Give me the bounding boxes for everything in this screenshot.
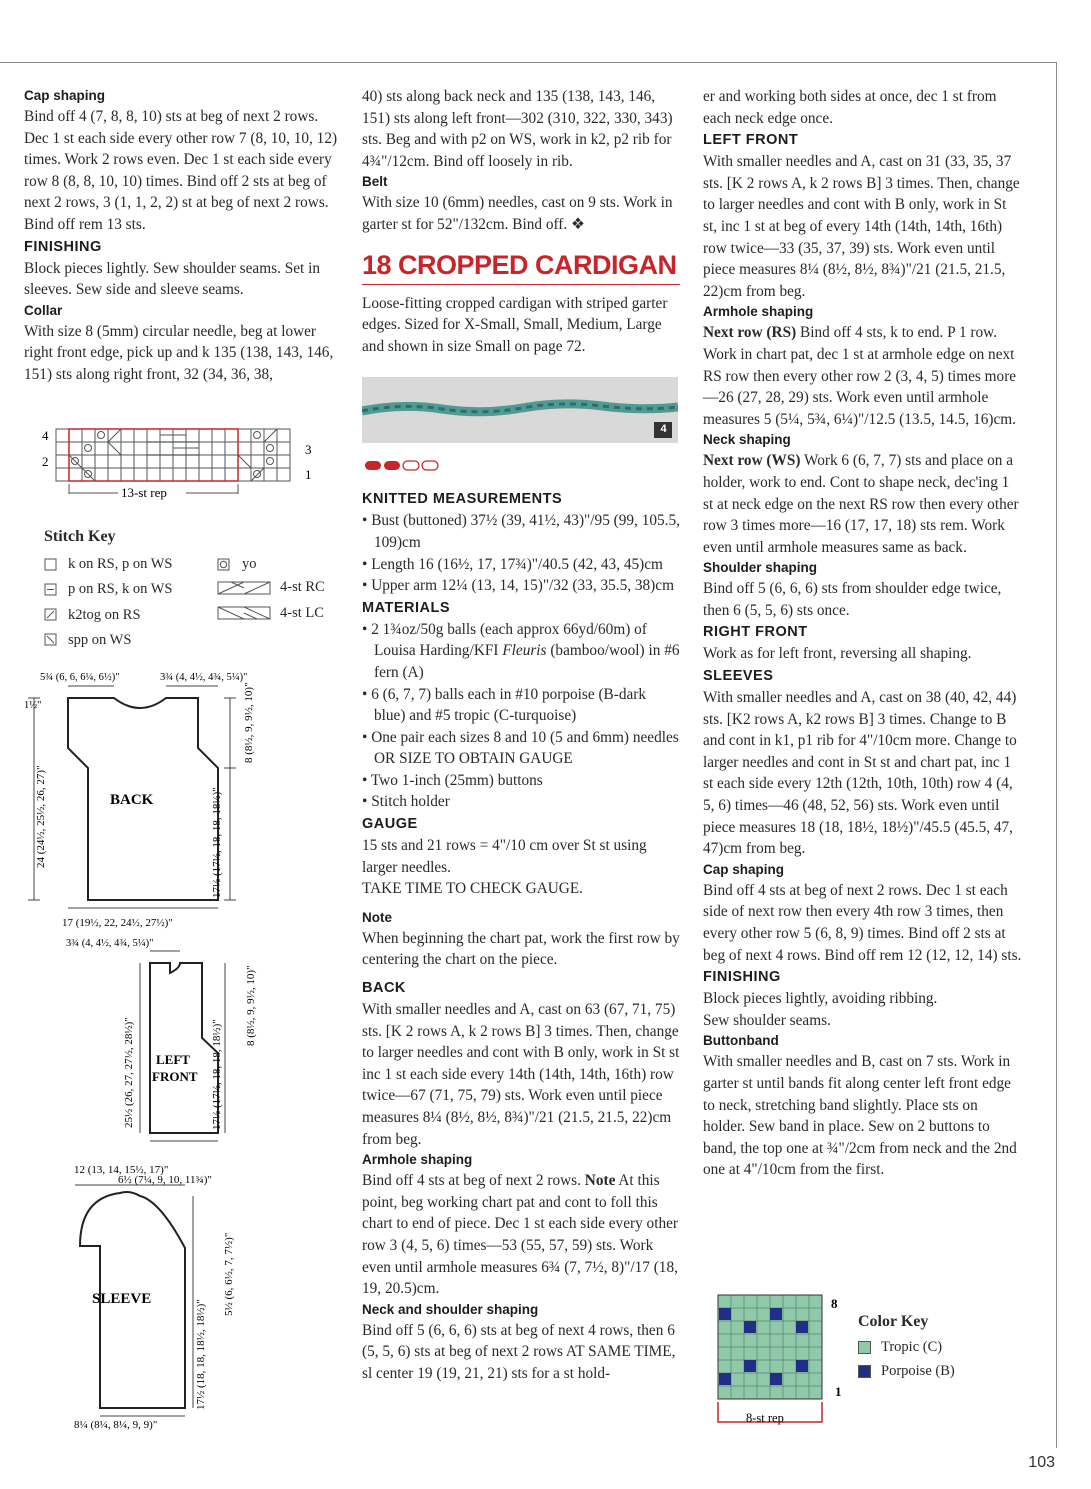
yarn-weight-badge: 4: [660, 423, 667, 435]
column-1: [24, 86, 340, 386]
sleeve-cap-text: Bind off 4 sts at beg of next 2 rows. Dec 1 st each side of next row then every 4th row 3 times, then every other row 5 (6, 8, 9) times. Bind off 2 sts at beg of next 4 rows. Bind off rem 12 (12, 12, 14) sts.: [703, 881, 1022, 964]
knit-symbol-icon: [45, 559, 56, 570]
color-key-tropic: [858, 1335, 1018, 1359]
back-armhole: 8 (8½, 9, 9½, 10)": [243, 682, 255, 763]
schematics: [20, 668, 350, 1433]
buttonband-heading: Buttonband: [703, 1033, 779, 1049]
material-yarn-bc: • 6 (6, 7, 7) balls each in #10 porpoise (B-dark blue) and #5 tropic (C-turquoise): [362, 684, 680, 727]
key-k: k on RS, p on WS: [68, 556, 173, 572]
neck-text-cont: er and working both sides at once, dec 1 st from each neck edge once.: [703, 88, 997, 127]
chart2-row8: 8: [831, 1296, 838, 1311]
color-key-title: Color Key: [858, 1313, 929, 1330]
back-armhole-text-1: Bind off 4 sts at beg of next 2 rows.: [362, 1172, 585, 1190]
right-front-heading: RIGHT FRONT: [703, 624, 808, 641]
lf-neck-body: Work 6 (6, 7, 7) sts and place on a holder, work to end. Cont to shape neck, dec'ing 1 st at neck edge on the next RS row then every other row 3 times more—16 (17, 17, 18) sts rem. Work even until armhole measures same as back.: [703, 452, 1019, 556]
material-yarn-a-1: 2 1¾oz/50g balls (each approx 66yd/60m) of Louisa Harding/KFI: [371, 620, 647, 660]
chart1-row3: 3: [305, 442, 312, 457]
skill-level-icon: [362, 458, 444, 472]
lf-neck-row: Next row (WS): [703, 452, 801, 470]
material-yarn-a-2: (bamboo/wool) in #6 fern (A): [374, 642, 680, 681]
finishing-text: Block pieces lightly. Sew shoulder seams. Set in sleeves. Sew side and sleeve seams.: [24, 259, 320, 299]
finishing-heading: FINISHING: [24, 238, 102, 255]
gauge-check: TAKE TIME TO CHECK GAUGE.: [362, 880, 583, 898]
left-front-text: With smaller needles and A, cast on 31 (33, 35, 37 sts. [K 2 rows A, k 2 rows B] 3 times. Then, change to larger needles and cont with B only, work in St st, inc 1 st at beg of every 14th (14th, 14th, 16th) row twice—33 (35, 37, 39) sts. Work even until piece measures 8¼ (8½, 8½, 8¾)"/21 (21.5, 21.5, 22)cm from beg.: [703, 153, 1020, 300]
key-p: p on RS, k on WS: [68, 581, 173, 597]
left-front-heading: LEFT FRONT: [703, 132, 799, 149]
lf-neck-text: [703, 450, 1023, 558]
key-k2tog: k2tog on RS: [68, 607, 141, 623]
color-key-porpoise: [858, 1359, 1018, 1383]
left-front-label-2: FRONT: [152, 1069, 198, 1084]
gauge-heading: GAUGE: [362, 816, 418, 833]
measurement-bust: • Bust (buttoned) 37½ (39, 41½, 43)"/95 (99, 105.5, 109)cm: [362, 510, 680, 553]
measurements-heading: KNITTED MEASUREMENTS: [362, 491, 563, 508]
tropic-label: Tropic (C): [881, 1338, 943, 1355]
back-heading: BACK: [362, 980, 406, 997]
chart1-row4: 4: [42, 428, 49, 443]
back-armhole-note: Note: [584, 1172, 616, 1190]
back-top-width-2: 3¾ (4, 4½, 4¾, 5¼)": [160, 672, 248, 683]
left-front-outline: [150, 963, 218, 1133]
yarn-swatch: [362, 377, 678, 443]
key-lc: 4-st LC: [280, 605, 324, 621]
material-yarn-a: [362, 619, 680, 684]
sleeve-bottom-width: 8¼ (8¼, 8¼, 9, 9)": [74, 1419, 158, 1431]
sleeves-heading: SLEEVES: [703, 668, 774, 685]
column-3: [703, 86, 1023, 1181]
lf-length: 25½ (26, 27, 27½, 28½)": [123, 1017, 135, 1128]
lf-shoulder-heading: Shoulder shaping: [703, 560, 818, 576]
material-buttons: • Two 1-inch (25mm) buttons: [362, 770, 680, 792]
sleeves-text: With smaller needles and A, cast on 38 (40, 42, 44) sts. [K2 rows A, k2 rows B] 3 times. Change to B and cont in k1, p1 rib for 4"/10cm more. Change to larger needles and cont in St st and chart pat, inc 1 st each side every 12th (12th, 10th, 10th) row 4 (4, 5, 6) times—46 (48, 52, 56) sts. Work even until piece measures 18 (18, 18½, 18½)"/45.5 (45.5, 47, 47)cm from beg.: [703, 689, 1017, 858]
lf-shoulder-text: Bind off 5 (6, 6, 6) sts from shoulder edge twice, then 6 (5, 5, 6) sts once.: [703, 580, 1002, 619]
column-2: [362, 86, 680, 1385]
lf-armhole-row: Next row (RS): [703, 324, 797, 342]
back-bottom-width: 17 (19½, 22, 24½, 27½)": [62, 917, 173, 929]
back-length: 24 (24½, 25½, 26, 27)": [35, 765, 47, 868]
sleeve-length: 17½ (18, 18, 18½, 18½)": [195, 1299, 207, 1410]
lf-bottom-width: 6½ (7¼, 9, 10, 11¾)": [118, 1174, 212, 1186]
finishing-heading-2: FINISHING: [703, 969, 781, 986]
lf-armhole: 8 (8½, 9, 9½, 10)": [245, 965, 257, 1046]
collar-text: With size 8 (5mm) circular needle, beg at lower right front edge, pick up and k 135 (138, 143, 146, 151) sts along right front, 32 (34, 36, 38,: [24, 322, 334, 383]
note-text: When beginning the chart pat, work the first row by centering the chart on the piece.: [362, 929, 680, 969]
color-chart: [708, 1290, 848, 1430]
pattern-intro: Loose-fitting cropped cardigan with striped garter edges. Sized for X-Small, Small, Medium, Large and shown in size Small on page 72.: [362, 294, 668, 355]
chart1-row2: 2: [42, 454, 49, 469]
key-rc: 4-st RC: [280, 579, 325, 595]
tropic-swatch-icon: [858, 1341, 871, 1354]
measurement-upper-arm: • Upper arm 12¼ (13, 14, 15)"/32 (33, 35.5, 38)cm: [362, 575, 680, 597]
sleeve-label: SLEEVE: [92, 1291, 152, 1307]
belt-heading: Belt: [362, 174, 388, 190]
cable-chart: [38, 424, 328, 506]
porpoise-label: Porpoise (B): [881, 1362, 955, 1379]
collar-text-cont: 40) sts along back neck and 135 (138, 143, 146, 151) sts along left front—302 (310, 322, 330, 343) sts. Beg and with p2 on WS, work in k2, p2 rib for 4¾"/12cm. Bind off loosely in rib.: [362, 88, 673, 170]
collar-heading: Collar: [24, 302, 63, 318]
note-heading: Note: [362, 909, 392, 925]
cap-shaping-text: Bind off 4 (7, 8, 8, 10) sts at beg of next 2 rows. Dec 1 st each side every other row 7 (8, 10, 10, 12) times. Work 2 rows even. Dec 1 st each side every row 8 (8, 8, 10, 10) times. Bind off 2 sts at beg of next 2 rows, 3 (1, 1, 2, 2) st at beg of next 2 rows. Bind off rem 13 sts.: [24, 108, 338, 233]
material-holder: • Stitch holder: [362, 791, 680, 813]
color-key: [858, 1313, 1018, 1383]
gauge-text: 15 sts and 21 rows = 4"/10 cm over St st using larger needles.: [362, 837, 647, 876]
stitch-key-title: Stitch Key: [44, 528, 116, 545]
finishing-text-2b: Sew shoulder seams.: [703, 1011, 831, 1029]
material-needles: • One pair each sizes 8 and 10 (5 and 6mm) needles OR SIZE TO OBTAIN GAUGE: [362, 727, 680, 770]
sleeve-top-width: 12 (13, 14, 15½, 17)": [74, 1164, 169, 1176]
key-spp: spp on WS: [68, 632, 132, 648]
pattern-title: 18 CROPPED CARDIGAN: [362, 250, 680, 285]
left-front-label-1: LEFT: [156, 1052, 190, 1067]
back-armhole-text: [362, 1170, 680, 1300]
back-armhole-text-2: At this point, beg working chart pat and cont to foll this chart to end of piece. Dec 1 st each side every other row 3 (4, 5, 6) times—53 (55, 57, 59) sts. Work even until armhole measures 6¾ (7, 7½, 8)"/17 (18, 19, 20.5)cm.: [362, 1172, 678, 1298]
back-side: 17½ (17½, 18, 18, 18½)": [211, 787, 223, 898]
back-label: BACK: [110, 792, 154, 808]
material-yarn-a-name: Fleuris: [502, 642, 547, 660]
neck-shoulder-text: Bind off 5 (6, 6, 6) sts at beg of next 4 rows, then 6 (5, 5, 6) sts at beg of next 2 rows AT SAME TIME, sl center 19 (19, 21, 21) sts for a st hold-: [362, 1321, 676, 1382]
measurement-length: • Length 16 (16½, 17, 17¾)"/40.5 (42, 43, 45)cm: [362, 554, 680, 576]
materials-heading: MATERIALS: [362, 599, 451, 616]
lf-top-width: 3¾ (4, 4½, 4¾, 5¼)": [66, 938, 154, 949]
back-top-width-1: 5¾ (6, 6, 6¼, 6½)": [40, 672, 120, 683]
lf-armhole-text: [703, 322, 1023, 430]
chart1-row1: 1: [305, 467, 312, 482]
lf-neck-heading: Neck shaping: [703, 432, 791, 448]
back-armhole-heading: Armhole shaping: [362, 1152, 473, 1168]
chart2-rep: 8-st rep: [746, 1411, 784, 1425]
yo-symbol-icon: [218, 559, 229, 570]
page-number: 103: [1028, 1454, 1055, 1471]
lf-armhole-heading: Armhole shaping: [703, 304, 814, 320]
buttonband-text: With smaller needles and B, cast on 7 sts. Work in garter st until bands fit along center left front edge to neck, stretching band slightly. Place sts on holder. Sew band in place. Sew on 2 buttons to band, the top one at ¾"/2cm from neck and the 2nd one at 4"/10cm from the first.: [703, 1053, 1017, 1179]
back-shoulder-drop: 1½": [24, 700, 42, 711]
belt-text: With size 10 (6mm) needles, cast on 9 sts. Work in garter st for 52"/132cm. Bind off. ❖: [362, 194, 673, 233]
back-text: With smaller needles and A, cast on 63 (67, 71, 75) sts. [K 2 rows A, k 2 rows B] 3 times. Then, change to larger needles and cont with B only, work in St st inc 1 st each side every 14th (14th, 14th, 16th) row twice—67 (71, 75, 79) sts. Work even until piece measures 8¼ (8½, 8½, 8¾)"/21 (21.5, 21.5, 22)cm from beg.: [362, 1001, 680, 1148]
lf-armhole-body: Bind off 4 sts, k to end. P 1 row. Work in chart pat, dec 1 st at armhole edge on next RS row then every other row 2 (3, 4, 5) times more—26 (27, 28, 29) sts. Work even until armhole measures 5 (5¼, 5¾, 6¼)"/12.5 (13.5, 14.5, 16)cm.: [703, 324, 1017, 428]
lf-side: 17½ (17½, 18, 18, 18½)": [211, 1019, 223, 1130]
chart1-rep: 13-st rep: [121, 485, 167, 500]
sleeve-cap: 5½ (6, 6½, 7, 7½)": [223, 1232, 235, 1316]
chart2-row1: 1: [835, 1384, 842, 1399]
cap-shaping-heading: Cap shaping: [24, 88, 106, 103]
porpoise-swatch-icon: [858, 1365, 871, 1378]
sleeve-cap-heading: Cap shaping: [703, 861, 785, 877]
neck-shoulder-heading: Neck and shoulder shaping: [362, 1301, 539, 1317]
right-front-text: Work as for left front, reversing all shaping.: [703, 645, 972, 663]
key-yo: yo: [242, 556, 257, 572]
stitch-key: [44, 528, 344, 658]
finishing-text-2a: Block pieces lightly, avoiding ribbing.: [703, 990, 938, 1008]
